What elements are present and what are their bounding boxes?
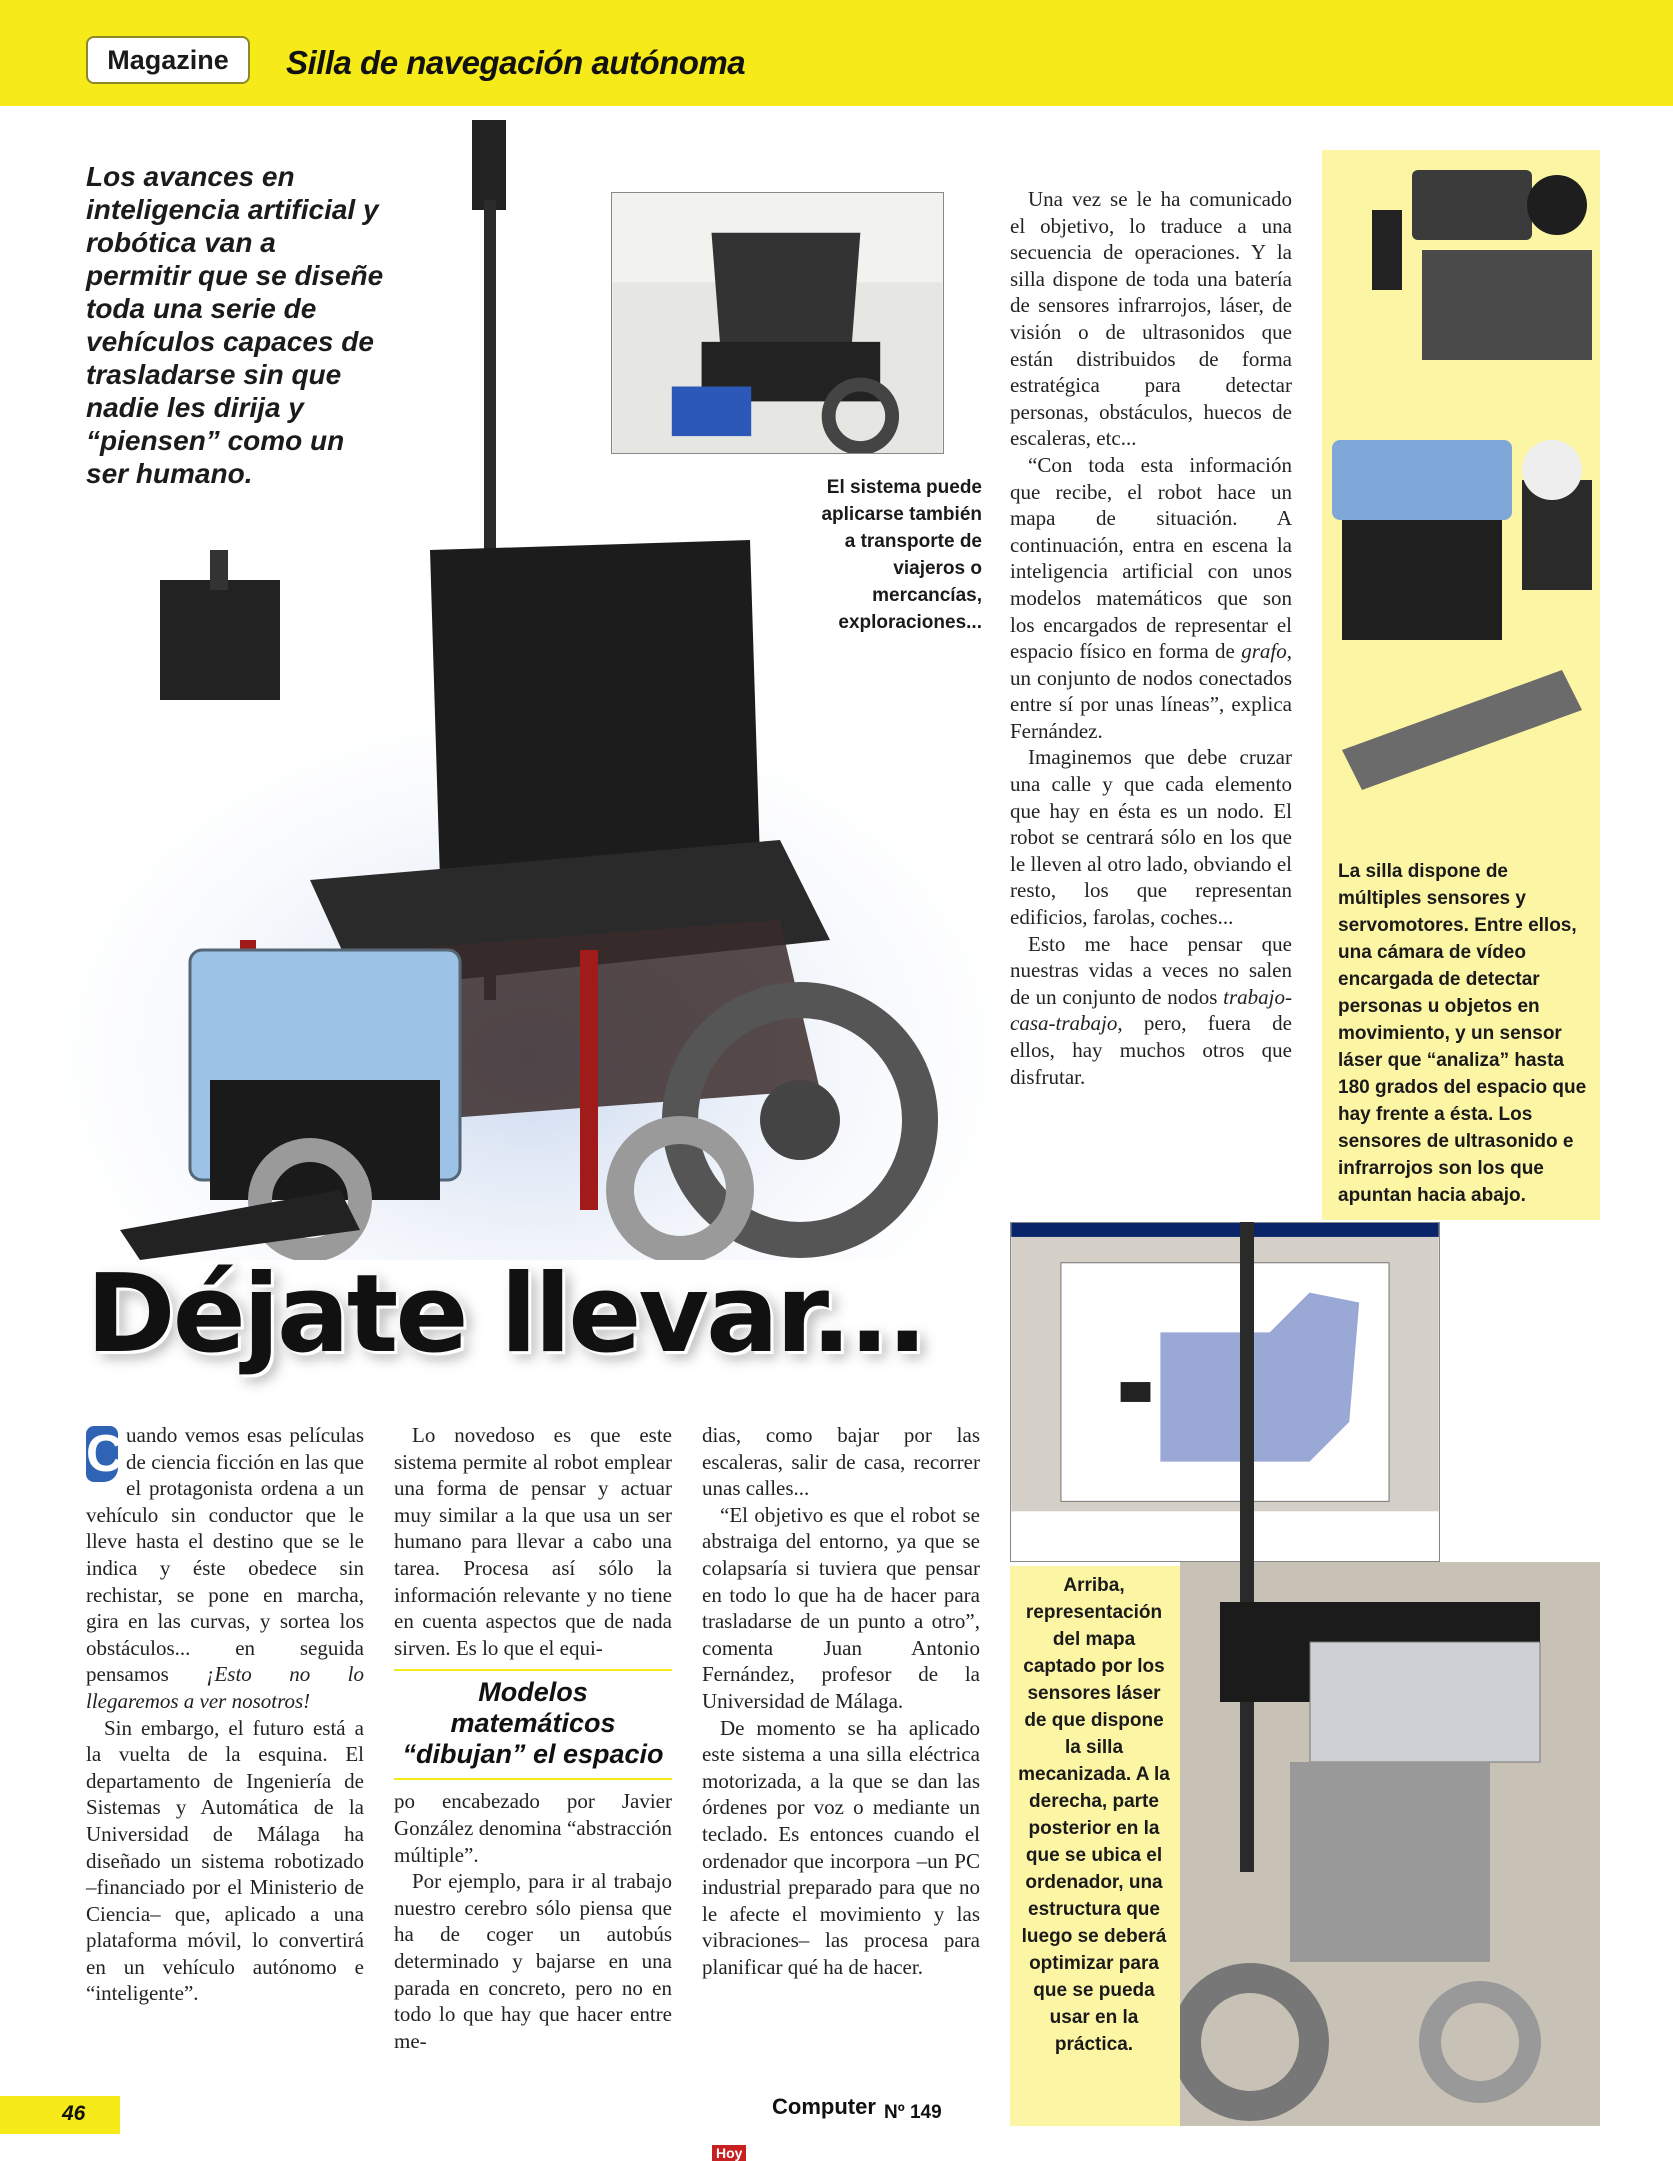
paragraph: po encabezado por Javier González denomina “abstracción múltiple”.	[394, 1789, 672, 1867]
brand-name: Computer	[772, 2094, 876, 2119]
paragraph-part: “Con toda esta información que recibe, el robot hace un mapa de situación. A continuación, entra en escena la inteligencia artificial con unos modelos matemáticos que son los encargados de representar el espacio físico en forma de	[1010, 452, 1292, 664]
text-column-3	[702, 1422, 980, 1980]
emphasis-text: grafo	[1241, 639, 1287, 664]
transport-photo	[611, 192, 944, 454]
emphasis-text: trabajo-casa-trabajo,	[1010, 984, 1292, 1036]
paragraph: dias, como bajar por las escaleras, salir de casa, recorrer unas calles...	[702, 1423, 980, 1501]
paragraph: Lo novedoso es que este sistema permite al robot emplear una forma de pensar y actuar muy similar a la que usa un ser humano para llevar a cabo una tarea. Procesa así sólo la información relevante y no tiene en cuenta aspectos que de nada sirven. Es lo que el equi-	[394, 1423, 672, 1660]
paragraph-part: Esto me hace pensar que nuestras vidas a veces no salen de un conjunto de nodos	[1010, 931, 1292, 1009]
map-caption: Arriba, representación del mapa captado por los sensores láser de que dispone la silla mecanizada. A la derecha, parte posterior en la que se ubica el ordenador, una estructura que luego se deberá optimizar para que se pueda usar en la práctica.	[1018, 1575, 1170, 2055]
paragraph: De momento se ha aplicado este sistema a una silla eléctrica motorizada, a la que se dan las órdenes por voz o mediante un teclado. Es entonces cuando el ordenador que incorpora –un PC industrial preparado para que no le afecte el movimiento y las vibraciones– las procesa para planificar qué ha de hacer.	[702, 1715, 980, 1979]
paragraph: Sin embargo, el futuro está a la vuelta de la esquina. El departamento de Ingeniería de Sistemas y Automática de la Universidad de Málaga ha diseñado un sistema robotizado –financiado por el Ministerio de Ciencia– que, aplicado a una plataforma móvil, lo convertirá en un vehículo autónomo e “inteligente”.	[86, 1715, 364, 2006]
subheading: Modelos matemáticos “dibujan” el espacio	[394, 1669, 672, 1780]
paragraph	[1010, 931, 1292, 1091]
sensors-caption: La silla dispone de múltiples sensores y servomotores. Entre ellos, una cámara de vídeo encargada de detectar personas u objetos en movimiento, y un sensor láser que “analiza” hasta 180 grados del espacio que hay frente a ésta. Los sensores de ultrasonido e infrarrojos son los que apuntan hacia abajo.	[1338, 861, 1587, 1206]
paragraph: Por ejemplo, para ir al trabajo nuestro cerebro sólo piensa que ha de coger un autobús determinado y bajarse en una parada en concreto, pero no en todo lo que hay que hacer entre me-	[394, 1869, 672, 2053]
sensors-photo	[1322, 150, 1600, 830]
emphasis-text: ¡Esto no lo llegaremos a ver nosotros!	[86, 1662, 364, 1713]
top-text-column	[1010, 186, 1292, 1090]
paragraph	[1010, 452, 1292, 745]
transport-caption: El sistema puede aplicarse también a transporte de viajeros o mercancías, exploraciones...	[821, 477, 982, 633]
paragraph	[86, 1422, 364, 1715]
section-tag: Magazine	[86, 36, 250, 84]
paragraph-part: , un conjunto de nodos conectados entre sí por unas líneas”, explica Fernández.	[1010, 639, 1292, 743]
headline: Déjate llevar...	[86, 1252, 925, 1377]
brand-sub: Hoy	[712, 2145, 746, 2161]
brand-logo	[716, 2094, 876, 2161]
paragraph: Imaginemos que debe cruzar una calle y que cada elemento que hay en ésta es un nodo. El robot se centrará sólo en los que le lleven al otro lado, obviando el resto, los que representan edificios, farolas, coches...	[1010, 745, 1292, 930]
rear-photo	[1180, 1222, 1600, 2126]
paragraph: Una vez se le ha comunicado el objetivo, lo traduce a una secuencia de operaciones. Y la silla dispone de toda una batería de sensores infrarrojos, láser, de visión o de ultrasonidos que están distribuidos de forma estratégica para detectar personas, obstáculos, huecos de escaleras, etc...	[1010, 187, 1292, 451]
text-column-2	[394, 1422, 672, 2054]
page-number: 46	[62, 2102, 86, 2125]
issue-number: Nº 149	[884, 2102, 942, 2123]
page-number-tab	[0, 2096, 120, 2134]
intro-text: Los avances en inteligencia artificial y robótica van a permitir que se diseñe toda una serie de vehículos capaces de trasladarse sin que nadie les dirija y “piensen” como un ser humano.	[86, 161, 384, 489]
paragraph-part: uando vemos esas películas de ciencia ficción en las que el protagonista ordena a un vehículo sin conductor que le lleve hasta el destino que se le indica y éste obedece sin rechistar, se pone en marcha, gira en las curvas, y sortea los obstáculos... en seguida pensamos	[86, 1423, 364, 1687]
text-column-1	[86, 1422, 364, 2007]
paragraph-part: pero, fuera de ellos, hay muchos otros que disfrutar.	[1010, 1011, 1292, 1089]
drop-cap: C	[86, 1425, 124, 1483]
paragraph: “El objetivo es que el robot se abstraiga del entorno, ya que se colapsaría si tuviera que pensar en todo lo que ha de hacer para trasladarse de un punto a otro”, comenta Juan Antonio Fernández, profesor de la Universidad de Málaga.	[702, 1502, 980, 1713]
section-title: Silla de navegación autónoma	[286, 44, 746, 81]
